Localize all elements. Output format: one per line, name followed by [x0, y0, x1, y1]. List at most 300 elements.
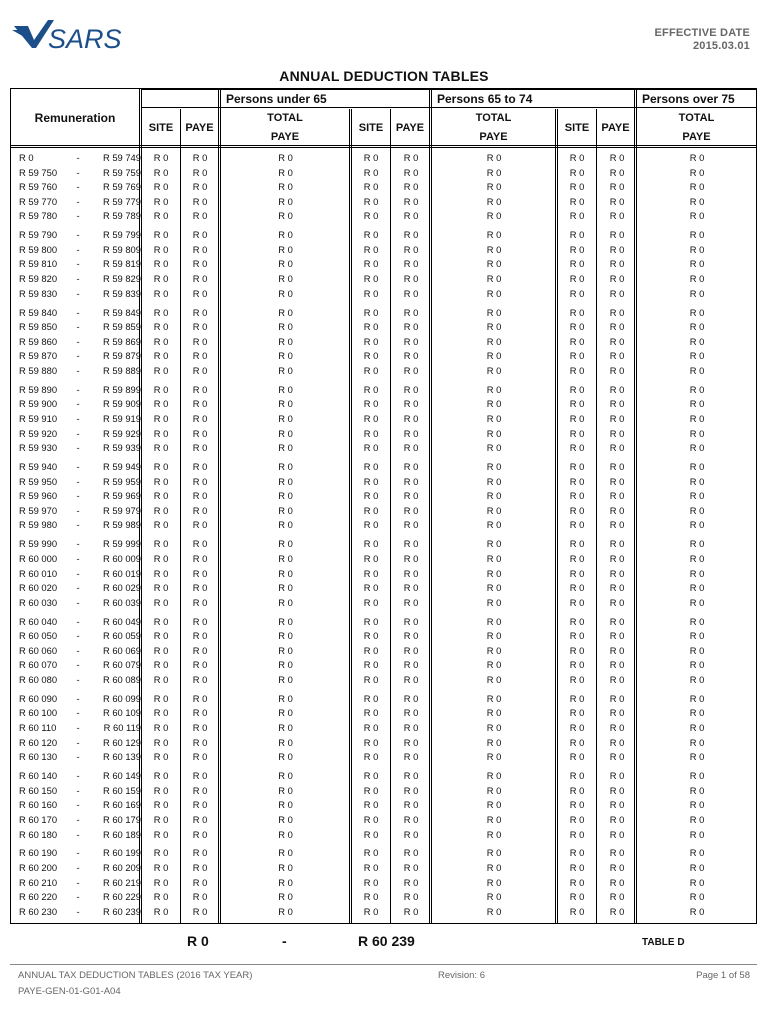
deduction-cell: R 0 [609, 287, 625, 299]
deduction-cell: R 0 [486, 504, 502, 516]
range-low: R 59 950 [19, 475, 58, 487]
deduction-cell: R 0 [192, 243, 208, 255]
deduction-cell: R 0 [153, 630, 169, 642]
deduction-cell: R 0 [486, 799, 502, 811]
table-row [11, 272, 756, 287]
deduction-cell: R 0 [689, 615, 705, 627]
range-dash: - [76, 861, 80, 873]
deduction-cell: R 0 [363, 181, 379, 193]
site-header-2: SITE [358, 122, 384, 134]
table-row [11, 629, 756, 644]
deduction-cell: R 0 [403, 350, 419, 362]
range-low: R 60 140 [19, 770, 58, 782]
deduction-cell: R 0 [403, 306, 419, 318]
range-high: R 59 929 [102, 427, 141, 439]
deduction-cell: R 0 [569, 210, 585, 222]
deduction-cell: R 0 [153, 813, 169, 825]
deduction-cell: R 0 [363, 412, 379, 424]
range-dash: - [76, 181, 80, 193]
table-row [11, 441, 756, 456]
deduction-cell: R 0 [689, 673, 705, 685]
deduction-cell: R 0 [689, 736, 705, 748]
deduction-cell: R 0 [569, 538, 585, 550]
deduction-cell: R 0 [363, 673, 379, 685]
deduction-cell: R 0 [278, 181, 293, 193]
deduction-cell: R 0 [278, 398, 293, 410]
deduction-cell: R 0 [153, 673, 169, 685]
table-row [11, 706, 756, 721]
deduction-cell: R 0 [192, 567, 208, 579]
range-dash: - [76, 813, 80, 825]
deduction-cell: R 0 [363, 770, 379, 782]
deduction-cell: R 0 [609, 828, 625, 840]
deduction-cell: R 0 [569, 847, 585, 859]
range-high: R 59 889 [102, 364, 141, 376]
range-low: R 60 040 [19, 615, 58, 627]
deduction-cell: R 0 [486, 475, 502, 487]
deduction-cell: R 0 [192, 321, 208, 333]
deduction-cell: R 0 [192, 582, 208, 594]
table-row [11, 209, 756, 224]
deduction-cell: R 0 [609, 736, 625, 748]
range-low: R 59 910 [19, 412, 58, 424]
table-row [11, 784, 756, 799]
table-row [11, 397, 756, 412]
deduction-cell: R 0 [278, 229, 293, 241]
deduction-cell: R 0 [569, 519, 585, 531]
range-high: R 60 159 [102, 784, 141, 796]
range-high: R 59 809 [102, 243, 141, 255]
deduction-cell: R 0 [278, 335, 293, 347]
paye-header-3: PAYE [601, 122, 630, 134]
range-dash: - [76, 306, 80, 318]
range-dash: - [76, 195, 80, 207]
range-dash: - [76, 490, 80, 502]
range-high: R 59 999 [102, 538, 141, 550]
deduction-cell: R 0 [689, 861, 705, 873]
deduction-cell: R 0 [363, 475, 379, 487]
range-low: R 60 170 [19, 813, 58, 825]
range-high: R 59 829 [102, 273, 141, 285]
range-low: R 59 980 [19, 519, 58, 531]
deduction-cell: R 0 [403, 891, 419, 903]
deduction-cell: R 0 [278, 490, 293, 502]
deduction-cell: R 0 [363, 287, 379, 299]
deduction-cell: R 0 [569, 751, 585, 763]
deduction-cell: R 0 [192, 504, 208, 516]
deduction-cell: R 0 [689, 552, 705, 564]
deduction-cell: R 0 [278, 813, 293, 825]
deduction-cell: R 0 [403, 287, 419, 299]
deduction-cell: R 0 [363, 861, 379, 873]
range-low: R 59 920 [19, 427, 58, 439]
range-high: R 60 189 [102, 828, 141, 840]
deduction-cell: R 0 [609, 195, 625, 207]
deduction-cell: R 0 [609, 692, 625, 704]
deduction-cell: R 0 [278, 582, 293, 594]
table-row [11, 876, 756, 891]
range-high: R 59 759 [102, 166, 141, 178]
range-low: R 60 150 [19, 784, 58, 796]
table-row [11, 166, 756, 181]
deduction-cell: R 0 [153, 828, 169, 840]
deduction-cell: R 0 [486, 813, 502, 825]
logo-wordmark: SARS [48, 24, 122, 54]
range-high: R 59 799 [102, 229, 141, 241]
deduction-cell: R 0 [569, 630, 585, 642]
range-high: R 60 199 [102, 847, 141, 859]
table-row [11, 364, 756, 379]
deduction-cell: R 0 [363, 891, 379, 903]
deduction-cell: R 0 [278, 567, 293, 579]
deduction-cell: R 0 [609, 519, 625, 531]
deduction-cell: R 0 [403, 673, 419, 685]
deduction-cell: R 0 [278, 673, 293, 685]
deduction-cell: R 0 [689, 364, 705, 376]
deduction-cell: R 0 [569, 258, 585, 270]
deduction-cell: R 0 [278, 519, 293, 531]
deduction-cell: R 0 [609, 335, 625, 347]
range-low: R 60 200 [19, 861, 58, 873]
deduction-cell: R 0 [486, 828, 502, 840]
deduction-cell: R 0 [192, 596, 208, 608]
deduction-cell: R 0 [363, 582, 379, 594]
deduction-cell: R 0 [689, 412, 705, 424]
deduction-cell: R 0 [403, 707, 419, 719]
deduction-cell: R 0 [363, 273, 379, 285]
deduction-cell: R 0 [153, 876, 169, 888]
deduction-cell: R 0 [192, 630, 208, 642]
deduction-cell: R 0 [569, 722, 585, 734]
deduction-cell: R 0 [363, 504, 379, 516]
deduction-cell: R 0 [609, 567, 625, 579]
deduction-cell: R 0 [569, 828, 585, 840]
deduction-cell: R 0 [569, 364, 585, 376]
total-header-3b: PAYE [682, 131, 711, 143]
table-row [11, 567, 756, 582]
table-row [11, 846, 756, 861]
range-low: R 60 160 [19, 799, 58, 811]
range-dash: - [76, 350, 80, 362]
deduction-cell: R 0 [403, 596, 419, 608]
deduction-cell: R 0 [278, 847, 293, 859]
paye-header-2: PAYE [395, 122, 425, 134]
deduction-cell: R 0 [689, 273, 705, 285]
table-row [11, 383, 756, 398]
deduction-cell: R 0 [569, 195, 585, 207]
deduction-cell: R 0 [689, 644, 705, 656]
deduction-cell: R 0 [278, 321, 293, 333]
deduction-cell: R 0 [403, 722, 419, 734]
deduction-cell: R 0 [278, 273, 293, 285]
range-high: R 59 769 [102, 181, 141, 193]
range-low: R 59 810 [19, 258, 58, 270]
deduction-cell: R 0 [609, 321, 625, 333]
deduction-cell: R 0 [153, 412, 169, 424]
deduction-cell: R 0 [609, 350, 625, 362]
deduction-cell: R 0 [569, 166, 585, 178]
deduction-cell: R 0 [689, 442, 705, 454]
deduction-cell: R 0 [363, 736, 379, 748]
range-low: R 60 220 [19, 891, 58, 903]
deduction-cell: R 0 [153, 596, 169, 608]
deduction-cell: R 0 [153, 707, 169, 719]
deduction-cell: R 0 [689, 784, 705, 796]
deduction-cell: R 0 [153, 152, 169, 163]
range-dash: - [76, 475, 80, 487]
deduction-cell: R 0 [689, 475, 705, 487]
deduction-cell: R 0 [569, 335, 585, 347]
deduction-cell: R 0 [689, 630, 705, 642]
deduction-cell: R 0 [403, 538, 419, 550]
sars-logo [12, 18, 124, 54]
range-dash: - [76, 442, 80, 454]
deduction-cell: R 0 [569, 229, 585, 241]
deduction-cell: R 0 [192, 490, 208, 502]
range-dash: - [76, 615, 80, 627]
range-low: R 59 860 [19, 335, 58, 347]
deduction-cell: R 0 [403, 412, 419, 424]
deduction-cell: R 0 [192, 615, 208, 627]
deduction-cell: R 0 [689, 258, 705, 270]
range-high: R 60 039 [102, 596, 141, 608]
footer-divider [10, 964, 757, 965]
deduction-cell: R 0 [278, 195, 293, 207]
table-row [11, 890, 756, 905]
deduction-cell: R 0 [486, 181, 502, 193]
deduction-cell: R 0 [363, 442, 379, 454]
deduction-cell: R 0 [192, 195, 208, 207]
deduction-cell: R 0 [609, 181, 625, 193]
deduction-cell: R 0 [192, 905, 208, 917]
deduction-cell: R 0 [153, 442, 169, 454]
deduction-cell: R 0 [153, 490, 169, 502]
deduction-cell: R 0 [363, 784, 379, 796]
deduction-cell: R 0 [689, 813, 705, 825]
range-low: R 60 090 [19, 692, 58, 704]
deduction-cell: R 0 [569, 427, 585, 439]
deduction-cell: R 0 [278, 306, 293, 318]
deduction-cell: R 0 [486, 582, 502, 594]
range-dash: - [76, 692, 80, 704]
summary-range-dash: - [282, 933, 287, 949]
table-row [11, 736, 756, 751]
deduction-cell: R 0 [689, 335, 705, 347]
deduction-cell: R 0 [569, 306, 585, 318]
deduction-cell: R 0 [278, 475, 293, 487]
deduction-cell: R 0 [403, 784, 419, 796]
deduction-cell: R 0 [486, 784, 502, 796]
range-high: R 59 839 [102, 287, 141, 299]
deduction-cell: R 0 [689, 287, 705, 299]
range-high: R 59 749 [102, 152, 141, 163]
deduction-cell: R 0 [153, 538, 169, 550]
deduction-cell: R 0 [569, 692, 585, 704]
deduction-cell: R 0 [689, 582, 705, 594]
deduction-cell: R 0 [486, 306, 502, 318]
deduction-cell: R 0 [486, 659, 502, 671]
deduction-cell: R 0 [153, 659, 169, 671]
range-dash: - [76, 552, 80, 564]
deduction-cell: R 0 [153, 552, 169, 564]
total-header-1a: TOTAL [267, 112, 303, 124]
range-low: R 60 190 [19, 847, 58, 859]
deduction-cell: R 0 [278, 630, 293, 642]
deduction-cell: R 0 [569, 321, 585, 333]
deduction-cell: R 0 [153, 799, 169, 811]
deduction-cell: R 0 [609, 582, 625, 594]
deduction-cell: R 0 [689, 490, 705, 502]
table-label: TABLE D [642, 937, 685, 948]
range-dash: - [76, 722, 80, 734]
deduction-cell: R 0 [609, 707, 625, 719]
deduction-cell: R 0 [192, 166, 208, 178]
deduction-cell: R 0 [486, 770, 502, 782]
deduction-cell: R 0 [192, 427, 208, 439]
deduction-cell: R 0 [486, 412, 502, 424]
deduction-cell: R 0 [569, 243, 585, 255]
footer-doc-code: PAYE-GEN-01-G01-A04 [18, 986, 121, 997]
deduction-cell: R 0 [278, 258, 293, 270]
deduction-cell: R 0 [192, 707, 208, 719]
range-high: R 60 179 [102, 813, 141, 825]
range-dash: - [76, 427, 80, 439]
deduction-cell: R 0 [609, 861, 625, 873]
deduction-cell: R 0 [403, 644, 419, 656]
site-header-1: SITE [148, 122, 174, 134]
deduction-cell: R 0 [192, 273, 208, 285]
deduction-cell: R 0 [689, 707, 705, 719]
range-low: R 60 060 [19, 644, 58, 656]
deduction-cell: R 0 [403, 861, 419, 873]
deduction-cell: R 0 [569, 490, 585, 502]
deduction-cell: R 0 [569, 659, 585, 671]
range-low: R 60 120 [19, 736, 58, 748]
deduction-cell: R 0 [403, 490, 419, 502]
deduction-cell: R 0 [363, 350, 379, 362]
deduction-cell: R 0 [569, 615, 585, 627]
range-low: R 60 050 [19, 630, 58, 642]
deduction-cell: R 0 [569, 383, 585, 395]
range-low: R 60 210 [19, 876, 58, 888]
deduction-cell: R 0 [609, 659, 625, 671]
deduction-cell: R 0 [609, 504, 625, 516]
deduction-cell: R 0 [153, 210, 169, 222]
deduction-cell: R 0 [192, 152, 208, 163]
range-high: R 60 169 [102, 799, 141, 811]
deduction-cell: R 0 [486, 398, 502, 410]
deduction-cell: R 0 [689, 876, 705, 888]
deduction-cell: R 0 [569, 813, 585, 825]
range-high: R 59 789 [102, 210, 141, 222]
range-low: R 59 790 [19, 229, 58, 241]
table-row [11, 195, 756, 210]
deduction-cell: R 0 [192, 813, 208, 825]
range-dash: - [76, 891, 80, 903]
deduction-cell: R 0 [486, 861, 502, 873]
deduction-cell: R 0 [153, 722, 169, 734]
deduction-cell: R 0 [486, 427, 502, 439]
deduction-cell: R 0 [609, 596, 625, 608]
range-low: R 59 960 [19, 490, 58, 502]
deduction-cell: R 0 [363, 166, 379, 178]
table-row [11, 537, 756, 552]
deduction-cell: R 0 [569, 644, 585, 656]
deduction-cell: R 0 [153, 770, 169, 782]
deduction-cell: R 0 [192, 519, 208, 531]
deduction-cell: R 0 [403, 582, 419, 594]
range-low: R 60 110 [19, 722, 57, 734]
deduction-cell: R 0 [403, 335, 419, 347]
deduction-cell: R 0 [192, 736, 208, 748]
deduction-cell: R 0 [403, 229, 419, 241]
deduction-cell: R 0 [153, 519, 169, 531]
range-low: R 59 780 [19, 210, 58, 222]
range-dash: - [76, 504, 80, 516]
deduction-cell: R 0 [278, 350, 293, 362]
table-row [11, 504, 756, 519]
deduction-cell: R 0 [153, 891, 169, 903]
deduction-cell: R 0 [153, 905, 169, 917]
range-low: R 60 010 [19, 567, 58, 579]
deduction-cell: R 0 [403, 770, 419, 782]
range-low: R 59 820 [19, 273, 58, 285]
table-row [11, 552, 756, 567]
deduction-cell: R 0 [569, 504, 585, 516]
deduction-cell: R 0 [363, 644, 379, 656]
deduction-cell: R 0 [278, 736, 293, 748]
group-header-under-65: Persons under 65 [226, 92, 327, 106]
deduction-cell: R 0 [486, 538, 502, 550]
range-high: R 60 019 [102, 567, 141, 579]
deduction-cell: R 0 [192, 552, 208, 564]
deduction-cell: R 0 [689, 659, 705, 671]
deduction-cell: R 0 [689, 229, 705, 241]
deduction-cell: R 0 [609, 412, 625, 424]
range-dash: - [76, 630, 80, 642]
deduction-cell: R 0 [486, 736, 502, 748]
range-low: R 59 760 [19, 181, 58, 193]
deduction-cell: R 0 [192, 287, 208, 299]
deduction-cell: R 0 [486, 243, 502, 255]
deduction-cell: R 0 [192, 398, 208, 410]
deduction-cell: R 0 [192, 181, 208, 193]
deduction-cell: R 0 [609, 644, 625, 656]
deduction-cell: R 0 [192, 229, 208, 241]
deduction-cell: R 0 [689, 398, 705, 410]
summary-range-low: R 0 [187, 933, 209, 949]
table-row [11, 750, 756, 765]
deduction-cell: R 0 [609, 722, 625, 734]
table-row [11, 769, 756, 784]
deduction-cell: R 0 [689, 210, 705, 222]
deduction-cell: R 0 [486, 630, 502, 642]
deduction-cell: R 0 [363, 364, 379, 376]
deduction-cell: R 0 [689, 519, 705, 531]
deduction-cell: R 0 [486, 847, 502, 859]
table-row [11, 905, 756, 920]
deduction-cell: R 0 [192, 770, 208, 782]
deduction-cell: R 0 [689, 152, 705, 163]
range-high: R 60 069 [102, 644, 141, 656]
deduction-cell: R 0 [569, 442, 585, 454]
deduction-cell: R 0 [486, 335, 502, 347]
deduction-cell: R 0 [278, 210, 293, 222]
deduction-cell: R 0 [192, 799, 208, 811]
deduction-cell: R 0 [486, 567, 502, 579]
range-dash: - [76, 659, 80, 671]
range-dash: - [76, 673, 80, 685]
